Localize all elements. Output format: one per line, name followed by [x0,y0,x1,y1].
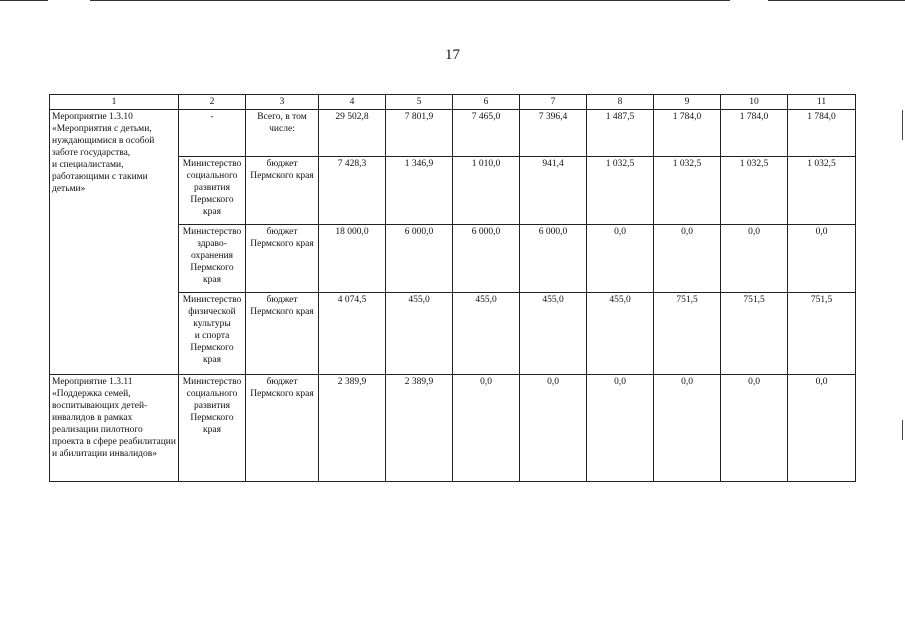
amount-cell: 4 074,5 [319,293,386,375]
amount-cell: 0,0 [721,375,788,482]
amount-cell: 0,0 [587,375,654,482]
column-number-row [50,95,856,110]
amount-cell: 455,0 [386,293,453,375]
amount-cell: 1 784,0 [721,110,788,157]
amount-cell: 18 000,0 [319,225,386,293]
table-row [50,375,856,482]
amount-cell: 0,0 [788,375,856,482]
column-header: 6 [453,95,520,110]
funding-source-cell: бюджет Пермского края [246,157,319,225]
column-header: 4 [319,95,386,110]
amount-cell: 1 032,5 [587,157,654,225]
amount-cell: 0,0 [654,225,721,293]
scan-edge-line [0,0,48,1]
executor-cell: Министерство физической культуры и спорта Пермского края [179,293,246,375]
amount-cell: 751,5 [721,293,788,375]
amount-cell: 7 396,4 [520,110,587,157]
amount-cell: 6 000,0 [520,225,587,293]
executor-cell: Министерство здраво- охранения Пермского края [179,225,246,293]
funding-source-cell: бюджет Пермского края [246,293,319,375]
amount-cell: 0,0 [520,375,587,482]
amount-cell: 7 428,3 [319,157,386,225]
column-header: 3 [246,95,319,110]
funding-source-cell: бюджет Пермского края [246,375,319,482]
amount-cell: 1 784,0 [788,110,856,157]
amount-cell: 6 000,0 [453,225,520,293]
executor-cell: - [179,110,246,157]
amount-cell: 0,0 [721,225,788,293]
event-name-cell [50,110,179,375]
scan-edge-line [768,0,905,1]
column-header: 7 [520,95,587,110]
amount-cell: 1 032,5 [721,157,788,225]
page-number: 17 [445,47,460,63]
event-name: Мероприятие 1.3.10 «Мероприятия с детьми, нуждающимися в особой заботе государства, и специалистами, работающими с такими детьми» [52,112,155,194]
column-header: 11 [788,95,856,110]
event-name-cell [50,375,179,482]
column-header: 2 [179,95,246,110]
scan-edge-mark [902,110,903,140]
executor-cell: Министерство социального развития Пермского края [179,375,246,482]
amount-cell: 0,0 [788,225,856,293]
amount-cell: 1 032,5 [788,157,856,225]
amount-cell: 1 032,5 [654,157,721,225]
executor-cell: Министерство социального развития Пермского края [179,157,246,225]
column-header: 9 [654,95,721,110]
table-row [50,110,856,157]
amount-cell: 7 801,9 [386,110,453,157]
column-header: 8 [587,95,654,110]
amount-cell: 1 010,0 [453,157,520,225]
amount-cell: 941,4 [520,157,587,225]
column-header: 1 [50,95,179,110]
amount-cell: 29 502,8 [319,110,386,157]
amount-cell: 6 000,0 [386,225,453,293]
amount-cell: 0,0 [453,375,520,482]
funding-source-cell: Всего, в том числе: [246,110,319,157]
amount-cell: 7 465,0 [453,110,520,157]
scan-edge-line [90,0,730,1]
amount-cell: 455,0 [453,293,520,375]
amount-cell: 0,0 [587,225,654,293]
event-name: Мероприятие 1.3.11 «Поддержка семей, воспитывающих детей-инвалидов в рамках реализации пилотного проекта в сфере реабилитации и абилитации инвалидов» [52,377,176,459]
amount-cell: 1 784,0 [654,110,721,157]
amount-cell: 751,5 [788,293,856,375]
column-header: 10 [721,95,788,110]
funding-source-cell: бюджет Пермского края [246,225,319,293]
budget-table [49,94,856,482]
scan-edge-mark [902,420,903,440]
amount-cell: 0,0 [654,375,721,482]
amount-cell: 455,0 [520,293,587,375]
amount-cell: 2 389,9 [319,375,386,482]
amount-cell: 2 389,9 [386,375,453,482]
amount-cell: 751,5 [654,293,721,375]
amount-cell: 1 346,9 [386,157,453,225]
column-header: 5 [386,95,453,110]
amount-cell: 455,0 [587,293,654,375]
amount-cell: 1 487,5 [587,110,654,157]
